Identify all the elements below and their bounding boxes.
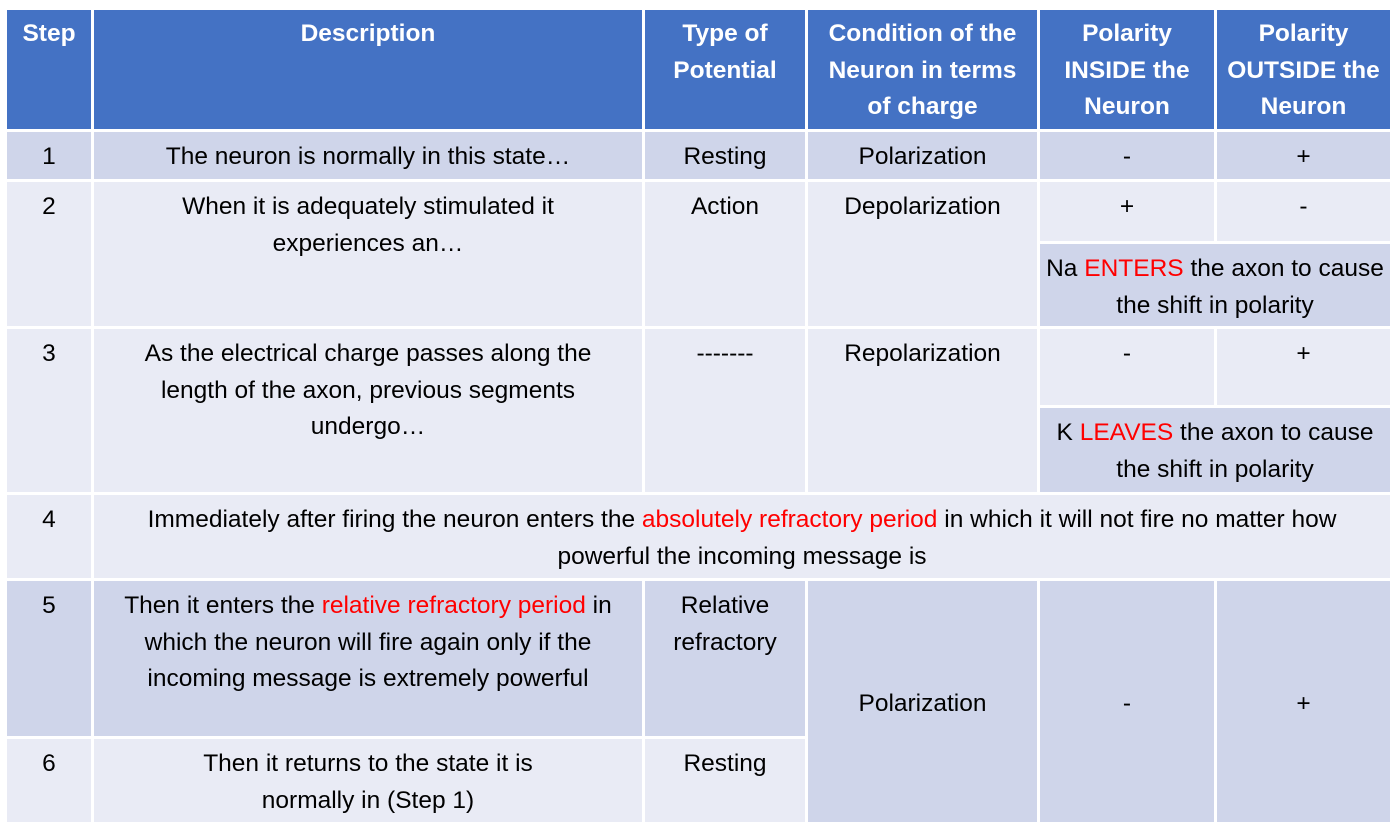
description-text: Immediately after firing the neuron enters the — [147, 506, 642, 533]
header-row — [6, 9, 1392, 131]
step-cell: 1 — [6, 131, 93, 181]
description-cell — [93, 494, 1392, 580]
header-step: Step — [6, 9, 93, 131]
header-description: Description — [93, 9, 644, 131]
header-polarity-inside: Polarity INSIDE the Neuron — [1039, 9, 1216, 131]
description-text: in which the neuron will fire again only if the incoming message is extremely powerful — [144, 592, 612, 692]
table-row — [6, 580, 1392, 738]
description-text: in which it will not fire no matter how powerful the incoming message is — [557, 506, 1337, 570]
description-highlight: absolutely refractory period — [641, 506, 938, 533]
header-polarity-outside: Polarity OUTSIDE the Neuron — [1216, 9, 1392, 131]
type-cell: Resting — [644, 131, 807, 181]
note-text: the axon to cause the shift in polarity — [1116, 255, 1384, 319]
type-cell: Resting — [644, 738, 807, 824]
condition-cell: Polarization — [807, 131, 1039, 181]
neuron-potential-table — [4, 7, 1393, 825]
header-condition: Condition of the Neuron in terms of charge — [807, 9, 1039, 131]
polarity-inside-cell: - — [1039, 328, 1216, 407]
note-text: Na — [1046, 255, 1085, 282]
table-row — [6, 494, 1392, 580]
condition-cell: Repolarization — [807, 328, 1039, 494]
condition-cell: Depolarization — [807, 181, 1039, 328]
step-cell: 5 — [6, 580, 93, 738]
condition-cell: Polarization — [807, 580, 1039, 824]
step-cell: 6 — [6, 738, 93, 824]
polarity-inside-cell: - — [1039, 580, 1216, 824]
description-cell: When it is adequately stimulated it experiences an… — [93, 181, 644, 328]
polarity-inside-cell: - — [1039, 131, 1216, 181]
description-text: Then it enters the — [124, 592, 322, 619]
type-cell: Relative refractory — [644, 580, 807, 738]
polarity-outside-cell: - — [1216, 181, 1392, 243]
polarity-outside-cell: + — [1216, 580, 1392, 824]
polarity-outside-cell: + — [1216, 131, 1392, 181]
note-text: the axon to cause the shift in polarity — [1116, 419, 1374, 483]
table-row — [6, 328, 1392, 407]
step-cell: 4 — [6, 494, 93, 580]
note-highlight: ENTERS — [1084, 255, 1184, 282]
polarity-note-cell — [1039, 243, 1392, 328]
polarity-outside-cell: + — [1216, 328, 1392, 407]
description-cell: The neuron is normally in this state… — [93, 131, 644, 181]
note-text: K — [1056, 419, 1080, 446]
table-row — [6, 131, 1392, 181]
header-type: Type of Potential — [644, 9, 807, 131]
description-highlight: relative refractory period — [321, 592, 586, 619]
description-cell: Then it returns to the state it is normally in (Step 1) — [93, 738, 644, 824]
polarity-inside-cell: + — [1039, 181, 1216, 243]
table-row — [6, 181, 1392, 243]
description-cell — [93, 580, 644, 738]
description-cell: As the electrical charge passes along the length of the axon, previous segments undergo… — [93, 328, 644, 494]
step-cell: 3 — [6, 328, 93, 494]
type-cell: Action — [644, 181, 807, 328]
polarity-note-cell — [1039, 407, 1392, 494]
type-cell: ------- — [644, 328, 807, 494]
step-cell: 2 — [6, 181, 93, 328]
note-highlight: LEAVES — [1079, 419, 1174, 446]
